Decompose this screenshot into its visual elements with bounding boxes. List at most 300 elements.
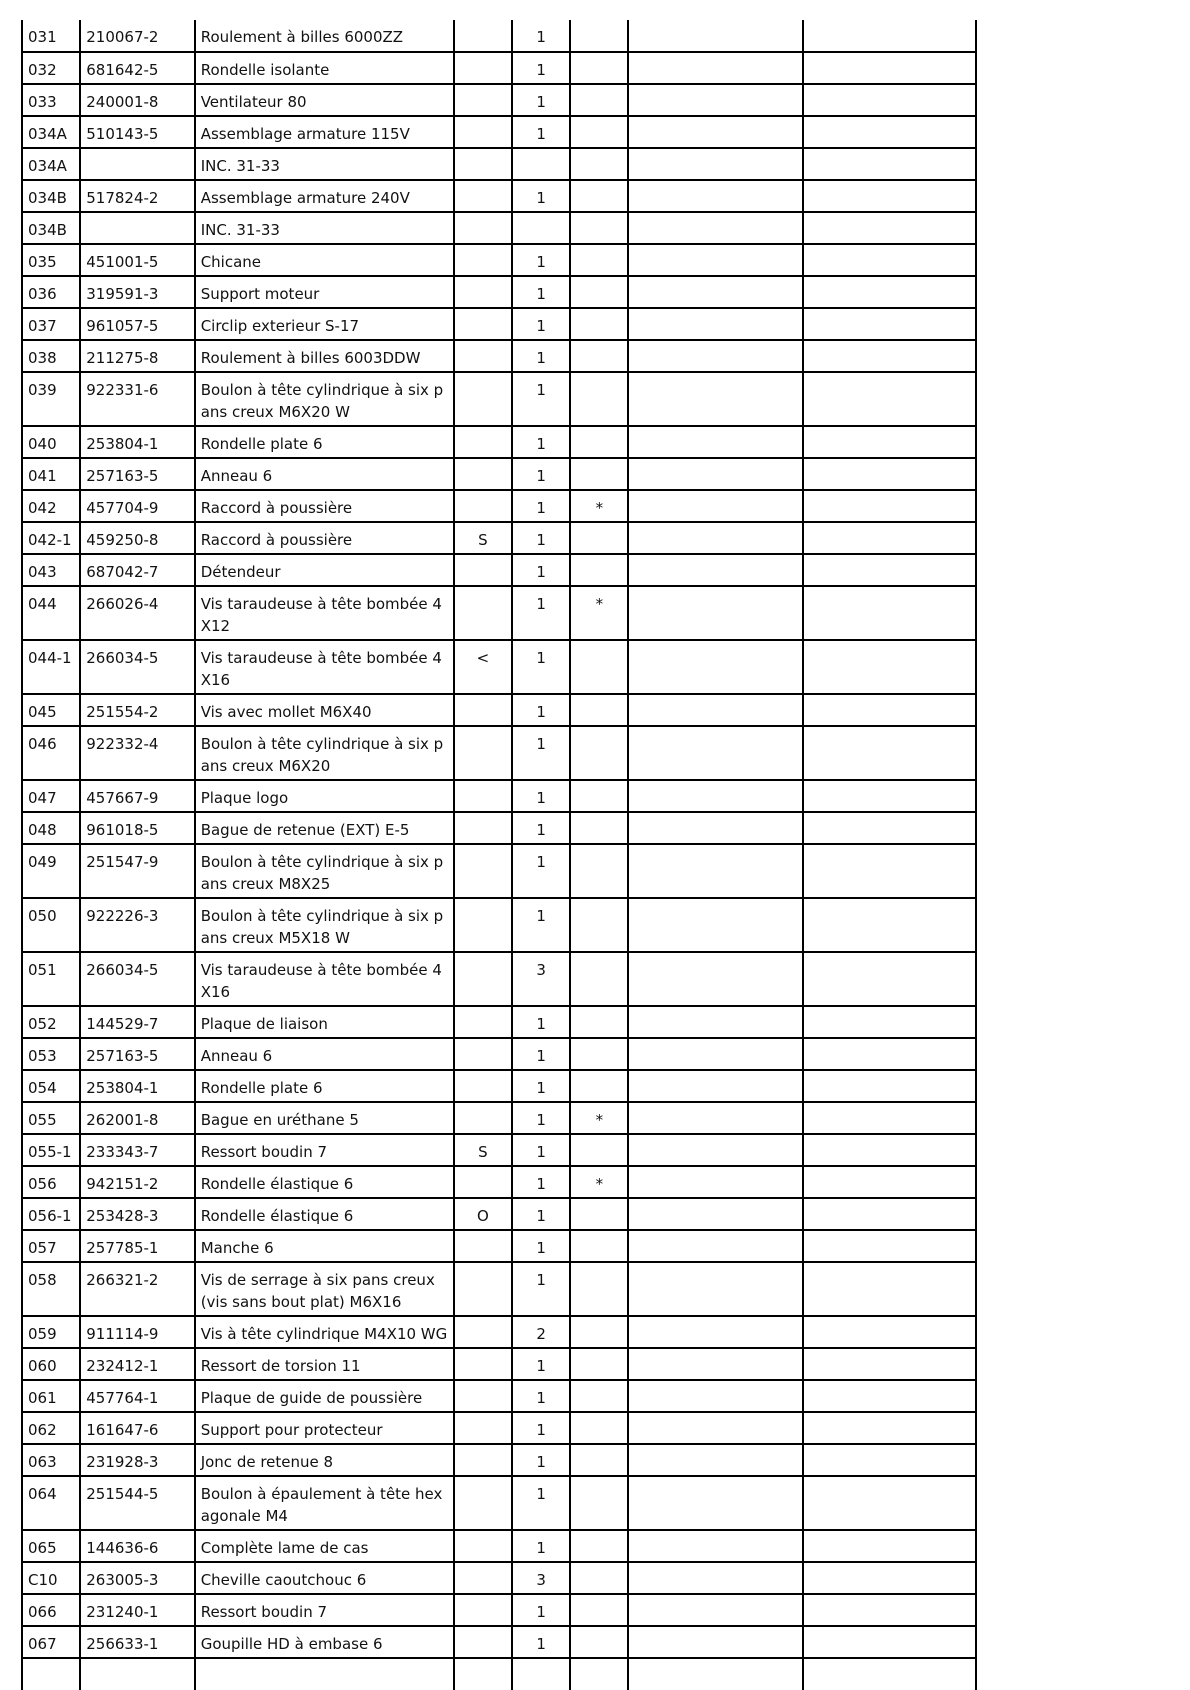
part-number-cell: 457667-9 xyxy=(80,780,194,812)
blank-cell-a xyxy=(628,1562,803,1594)
part-number-cell: 240001-8 xyxy=(80,84,194,116)
description-cell: Anneau 6 xyxy=(195,458,454,490)
blank-cell-a xyxy=(628,1316,803,1348)
quantity-cell: 1 xyxy=(512,180,570,212)
marker-cell xyxy=(570,116,628,148)
quantity-cell: 1 xyxy=(512,1198,570,1230)
part-number-cell: 262001-8 xyxy=(80,1102,194,1134)
part-number-cell: 961018-5 xyxy=(80,812,194,844)
marker-cell xyxy=(570,1198,628,1230)
part-number-cell: 211275-8 xyxy=(80,340,194,372)
item-number-cell: 063 xyxy=(22,1444,80,1476)
part-number-cell: 319591-3 xyxy=(80,276,194,308)
marker-cell xyxy=(570,640,628,694)
note-cell xyxy=(454,180,512,212)
note-cell xyxy=(454,308,512,340)
description-cell: Boulon à tête cylindrique à six pans creux M6X20 W xyxy=(195,372,454,426)
blank-cell-b xyxy=(803,308,976,340)
blank-cell-b xyxy=(803,340,976,372)
item-number-cell: 058 xyxy=(22,1262,80,1316)
description-cell: Anneau 6 xyxy=(195,1038,454,1070)
blank-cell-b xyxy=(803,554,976,586)
quantity-cell: 1 xyxy=(512,1348,570,1380)
blank-cell-a xyxy=(628,1006,803,1038)
part-number-cell: 266034-5 xyxy=(80,640,194,694)
blank-cell-b xyxy=(803,116,976,148)
note-cell xyxy=(454,458,512,490)
part-number-cell: 256633-1 xyxy=(80,1626,194,1658)
note-cell xyxy=(454,116,512,148)
quantity-cell: 1 xyxy=(512,812,570,844)
table-row xyxy=(22,1348,976,1380)
blank-cell-b xyxy=(803,1380,976,1412)
blank-cell-a xyxy=(628,554,803,586)
marker-cell xyxy=(570,180,628,212)
table-row xyxy=(22,148,976,180)
parts-list-table xyxy=(21,20,977,1690)
part-number-cell: 257785-1 xyxy=(80,1230,194,1262)
note-cell xyxy=(454,1530,512,1562)
marker-cell xyxy=(570,1444,628,1476)
marker-cell xyxy=(570,1348,628,1380)
part-number-cell xyxy=(80,148,194,180)
part-number-cell: 961057-5 xyxy=(80,308,194,340)
table-row xyxy=(22,1070,976,1102)
quantity-cell: 1 xyxy=(512,244,570,276)
marker-cell: * xyxy=(570,490,628,522)
quantity-cell: 1 xyxy=(512,1038,570,1070)
blank-cell-a xyxy=(628,844,803,898)
quantity-cell: 1 xyxy=(512,490,570,522)
description-cell: Vis à tête cylindrique M4X10 WG xyxy=(195,1316,454,1348)
blank-cell-b xyxy=(803,180,976,212)
blank-cell-b xyxy=(803,1070,976,1102)
note-cell: S xyxy=(454,522,512,554)
marker-cell xyxy=(570,1262,628,1316)
item-number-cell: 059 xyxy=(22,1316,80,1348)
table-row xyxy=(22,812,976,844)
blank-cell-b xyxy=(803,1444,976,1476)
table-row xyxy=(22,780,976,812)
table-row xyxy=(22,426,976,458)
item-number-cell: 051 xyxy=(22,952,80,1006)
marker-cell xyxy=(570,694,628,726)
quantity-cell: 1 xyxy=(512,726,570,780)
blank-cell-a xyxy=(628,1166,803,1198)
note-cell: < xyxy=(454,640,512,694)
blank-cell-b xyxy=(803,1412,976,1444)
description-cell: Roulement à billes 6003DDW xyxy=(195,340,454,372)
table-row xyxy=(22,1316,976,1348)
description-cell: Assemblage armature 240V xyxy=(195,180,454,212)
note-cell xyxy=(454,212,512,244)
note-cell xyxy=(454,372,512,426)
table-row xyxy=(22,212,976,244)
marker-cell xyxy=(570,20,628,52)
blank-cell-a xyxy=(628,1198,803,1230)
note-cell xyxy=(454,20,512,52)
empty-cell xyxy=(22,1658,80,1690)
note-cell xyxy=(454,1006,512,1038)
empty-cell xyxy=(454,1658,512,1690)
quantity-cell: 2 xyxy=(512,1316,570,1348)
quantity-cell: 1 xyxy=(512,1134,570,1166)
description-cell: Raccord à poussière xyxy=(195,522,454,554)
description-cell: Plaque de guide de poussière xyxy=(195,1380,454,1412)
table-row xyxy=(22,52,976,84)
blank-cell-b xyxy=(803,1316,976,1348)
description-cell: Rondelle plate 6 xyxy=(195,426,454,458)
item-number-cell: 060 xyxy=(22,1348,80,1380)
blank-cell-b xyxy=(803,372,976,426)
table-row xyxy=(22,1444,976,1476)
part-number-cell: 233343-7 xyxy=(80,1134,194,1166)
item-number-cell: 040 xyxy=(22,426,80,458)
description-cell: Boulon à tête cylindrique à six pans creux M8X25 xyxy=(195,844,454,898)
note-cell xyxy=(454,812,512,844)
blank-cell-b xyxy=(803,52,976,84)
note-cell xyxy=(454,586,512,640)
table-row xyxy=(22,1166,976,1198)
quantity-cell: 1 xyxy=(512,1444,570,1476)
part-number-cell: 517824-2 xyxy=(80,180,194,212)
marker-cell xyxy=(570,1562,628,1594)
part-number-cell: 232412-1 xyxy=(80,1348,194,1380)
description-cell: Détendeur xyxy=(195,554,454,586)
quantity-cell: 1 xyxy=(512,1262,570,1316)
marker-cell xyxy=(570,780,628,812)
part-number-cell: 911114-9 xyxy=(80,1316,194,1348)
marker-cell xyxy=(570,1230,628,1262)
note-cell xyxy=(454,148,512,180)
blank-cell-b xyxy=(803,212,976,244)
note-cell xyxy=(454,694,512,726)
blank-cell-b xyxy=(803,1166,976,1198)
note-cell xyxy=(454,426,512,458)
description-cell: Manche 6 xyxy=(195,1230,454,1262)
part-number-cell: 231928-3 xyxy=(80,1444,194,1476)
marker-cell xyxy=(570,1134,628,1166)
part-number-cell: 257163-5 xyxy=(80,1038,194,1070)
description-cell: Boulon à épaulement à tête hexagonale M4 xyxy=(195,1476,454,1530)
table-row xyxy=(22,116,976,148)
marker-cell xyxy=(570,812,628,844)
quantity-cell: 1 xyxy=(512,84,570,116)
item-number-cell: 043 xyxy=(22,554,80,586)
blank-cell-a xyxy=(628,1412,803,1444)
blank-cell-b xyxy=(803,1102,976,1134)
blank-cell-b xyxy=(803,844,976,898)
table-row xyxy=(22,522,976,554)
marker-cell xyxy=(570,372,628,426)
blank-cell-b xyxy=(803,1348,976,1380)
description-cell: Rondelle isolante xyxy=(195,52,454,84)
blank-cell-b xyxy=(803,952,976,1006)
blank-cell-a xyxy=(628,148,803,180)
description-cell: Bague en uréthane 5 xyxy=(195,1102,454,1134)
quantity-cell: 1 xyxy=(512,52,570,84)
table-row-continuation xyxy=(22,1658,976,1690)
blank-cell-a xyxy=(628,1530,803,1562)
blank-cell-b xyxy=(803,1134,976,1166)
description-cell: Vis de serrage à six pans creux (vis sans bout plat) M6X16 xyxy=(195,1262,454,1316)
table-row xyxy=(22,554,976,586)
marker-cell xyxy=(570,1070,628,1102)
blank-cell-b xyxy=(803,1006,976,1038)
blank-cell-b xyxy=(803,458,976,490)
table-row xyxy=(22,898,976,952)
marker-cell xyxy=(570,844,628,898)
part-number-cell: 251544-5 xyxy=(80,1476,194,1530)
blank-cell-b xyxy=(803,1530,976,1562)
description-cell: Vis taraudeuse à tête bombée 4X16 xyxy=(195,952,454,1006)
marker-cell xyxy=(570,1316,628,1348)
description-cell: Chicane xyxy=(195,244,454,276)
marker-cell xyxy=(570,458,628,490)
description-cell: Rondelle plate 6 xyxy=(195,1070,454,1102)
blank-cell-a xyxy=(628,84,803,116)
item-number-cell: 038 xyxy=(22,340,80,372)
blank-cell-a xyxy=(628,244,803,276)
marker-cell xyxy=(570,426,628,458)
part-number-cell: 922332-4 xyxy=(80,726,194,780)
blank-cell-a xyxy=(628,640,803,694)
quantity-cell: 1 xyxy=(512,522,570,554)
quantity-cell: 3 xyxy=(512,952,570,1006)
quantity-cell: 1 xyxy=(512,308,570,340)
blank-cell-a xyxy=(628,1594,803,1626)
blank-cell-a xyxy=(628,116,803,148)
item-number-cell: 061 xyxy=(22,1380,80,1412)
quantity-cell: 1 xyxy=(512,1594,570,1626)
item-number-cell: 041 xyxy=(22,458,80,490)
table-row xyxy=(22,726,976,780)
marker-cell xyxy=(570,898,628,952)
table-row xyxy=(22,1476,976,1530)
blank-cell-b xyxy=(803,426,976,458)
part-number-cell: 253804-1 xyxy=(80,1070,194,1102)
description-cell: Boulon à tête cylindrique à six pans creux M5X18 W xyxy=(195,898,454,952)
marker-cell: * xyxy=(570,586,628,640)
marker-cell xyxy=(570,148,628,180)
table-row xyxy=(22,372,976,426)
quantity-cell: 3 xyxy=(512,1562,570,1594)
part-number-cell: 687042-7 xyxy=(80,554,194,586)
blank-cell-b xyxy=(803,640,976,694)
note-cell xyxy=(454,84,512,116)
blank-cell-b xyxy=(803,1262,976,1316)
blank-cell-a xyxy=(628,694,803,726)
table-row xyxy=(22,340,976,372)
note-cell xyxy=(454,276,512,308)
blank-cell-b xyxy=(803,780,976,812)
blank-cell-b xyxy=(803,1562,976,1594)
table-row xyxy=(22,1530,976,1562)
part-number-cell: 231240-1 xyxy=(80,1594,194,1626)
item-number-cell: 055-1 xyxy=(22,1134,80,1166)
quantity-cell: 1 xyxy=(512,898,570,952)
note-cell xyxy=(454,780,512,812)
blank-cell-a xyxy=(628,180,803,212)
marker-cell xyxy=(570,952,628,1006)
table-row xyxy=(22,84,976,116)
quantity-cell: 1 xyxy=(512,640,570,694)
note-cell xyxy=(454,1316,512,1348)
description-cell: Ressort boudin 7 xyxy=(195,1134,454,1166)
description-cell: Vis taraudeuse à tête bombée 4X12 xyxy=(195,586,454,640)
item-number-cell: 047 xyxy=(22,780,80,812)
quantity-cell: 1 xyxy=(512,586,570,640)
item-number-cell: 031 xyxy=(22,20,80,52)
note-cell xyxy=(454,1562,512,1594)
blank-cell-a xyxy=(628,1038,803,1070)
note-cell xyxy=(454,1412,512,1444)
table-row xyxy=(22,1102,976,1134)
blank-cell-a xyxy=(628,1380,803,1412)
blank-cell-b xyxy=(803,586,976,640)
table-row xyxy=(22,1262,976,1316)
blank-cell-b xyxy=(803,20,976,52)
blank-cell-a xyxy=(628,1444,803,1476)
quantity-cell: 1 xyxy=(512,426,570,458)
item-number-cell: 034A xyxy=(22,116,80,148)
item-number-cell: 064 xyxy=(22,1476,80,1530)
marker-cell xyxy=(570,522,628,554)
note-cell xyxy=(454,554,512,586)
quantity-cell: 1 xyxy=(512,458,570,490)
blank-cell-a xyxy=(628,1348,803,1380)
part-number-cell: 266026-4 xyxy=(80,586,194,640)
blank-cell-a xyxy=(628,458,803,490)
blank-cell-a xyxy=(628,1070,803,1102)
description-cell: Complète lame de cas xyxy=(195,1530,454,1562)
marker-cell xyxy=(570,1626,628,1658)
empty-cell xyxy=(195,1658,454,1690)
empty-cell xyxy=(628,1658,803,1690)
part-number-cell: 253804-1 xyxy=(80,426,194,458)
note-cell xyxy=(454,1070,512,1102)
item-number-cell: 056-1 xyxy=(22,1198,80,1230)
blank-cell-a xyxy=(628,490,803,522)
part-number-cell: 210067-2 xyxy=(80,20,194,52)
empty-cell xyxy=(803,1658,976,1690)
note-cell xyxy=(454,1038,512,1070)
quantity-cell: 1 xyxy=(512,780,570,812)
description-cell: Support moteur xyxy=(195,276,454,308)
item-number-cell: 034B xyxy=(22,212,80,244)
marker-cell xyxy=(570,1412,628,1444)
blank-cell-a xyxy=(628,52,803,84)
note-cell xyxy=(454,1380,512,1412)
item-number-cell: 035 xyxy=(22,244,80,276)
part-number-cell: 457764-1 xyxy=(80,1380,194,1412)
blank-cell-a xyxy=(628,780,803,812)
marker-cell xyxy=(570,212,628,244)
item-number-cell: 054 xyxy=(22,1070,80,1102)
note-cell: O xyxy=(454,1198,512,1230)
blank-cell-a xyxy=(628,1230,803,1262)
description-cell: INC. 31-33 xyxy=(195,212,454,244)
marker-cell: * xyxy=(570,1102,628,1134)
description-cell: Rondelle élastique 6 xyxy=(195,1166,454,1198)
item-number-cell: 053 xyxy=(22,1038,80,1070)
note-cell xyxy=(454,52,512,84)
blank-cell-a xyxy=(628,586,803,640)
note-cell xyxy=(454,340,512,372)
blank-cell-a xyxy=(628,812,803,844)
quantity-cell: 1 xyxy=(512,1530,570,1562)
part-number-cell: 459250-8 xyxy=(80,522,194,554)
note-cell xyxy=(454,1102,512,1134)
table-row xyxy=(22,1412,976,1444)
blank-cell-a xyxy=(628,898,803,952)
marker-cell xyxy=(570,52,628,84)
empty-cell xyxy=(512,1658,570,1690)
marker-cell xyxy=(570,1476,628,1530)
blank-cell-a xyxy=(628,340,803,372)
item-number-cell: 044-1 xyxy=(22,640,80,694)
table-row xyxy=(22,490,976,522)
quantity-cell: 1 xyxy=(512,116,570,148)
item-number-cell: 056 xyxy=(22,1166,80,1198)
item-number-cell: 032 xyxy=(22,52,80,84)
table-row xyxy=(22,308,976,340)
blank-cell-a xyxy=(628,726,803,780)
part-number-cell: 510143-5 xyxy=(80,116,194,148)
blank-cell-b xyxy=(803,490,976,522)
table-row xyxy=(22,1230,976,1262)
table-row xyxy=(22,640,976,694)
part-number-cell: 457704-9 xyxy=(80,490,194,522)
quantity-cell: 1 xyxy=(512,1626,570,1658)
note-cell xyxy=(454,1348,512,1380)
parts-list-body xyxy=(22,20,976,1690)
quantity-cell: 1 xyxy=(512,20,570,52)
blank-cell-a xyxy=(628,952,803,1006)
blank-cell-a xyxy=(628,308,803,340)
description-cell: Goupille HD à embase 6 xyxy=(195,1626,454,1658)
description-cell: Vis avec mollet M6X40 xyxy=(195,694,454,726)
item-number-cell: 045 xyxy=(22,694,80,726)
item-number-cell: 048 xyxy=(22,812,80,844)
marker-cell xyxy=(570,308,628,340)
blank-cell-b xyxy=(803,244,976,276)
note-cell xyxy=(454,844,512,898)
item-number-cell: 066 xyxy=(22,1594,80,1626)
part-number-cell: 681642-5 xyxy=(80,52,194,84)
note-cell xyxy=(454,898,512,952)
quantity-cell: 1 xyxy=(512,554,570,586)
part-number-cell: 263005-3 xyxy=(80,1562,194,1594)
blank-cell-b xyxy=(803,1198,976,1230)
table-row xyxy=(22,1134,976,1166)
item-number-cell: 033 xyxy=(22,84,80,116)
description-cell: Plaque logo xyxy=(195,780,454,812)
note-cell xyxy=(454,1626,512,1658)
item-number-cell: 065 xyxy=(22,1530,80,1562)
note-cell xyxy=(454,244,512,276)
blank-cell-a xyxy=(628,1262,803,1316)
part-number-cell: 266034-5 xyxy=(80,952,194,1006)
table-row xyxy=(22,244,976,276)
part-number-cell: 266321-2 xyxy=(80,1262,194,1316)
blank-cell-a xyxy=(628,1476,803,1530)
note-cell xyxy=(454,1594,512,1626)
description-cell: Rondelle élastique 6 xyxy=(195,1198,454,1230)
blank-cell-b xyxy=(803,1626,976,1658)
part-number-cell: 144529-7 xyxy=(80,1006,194,1038)
blank-cell-a xyxy=(628,276,803,308)
